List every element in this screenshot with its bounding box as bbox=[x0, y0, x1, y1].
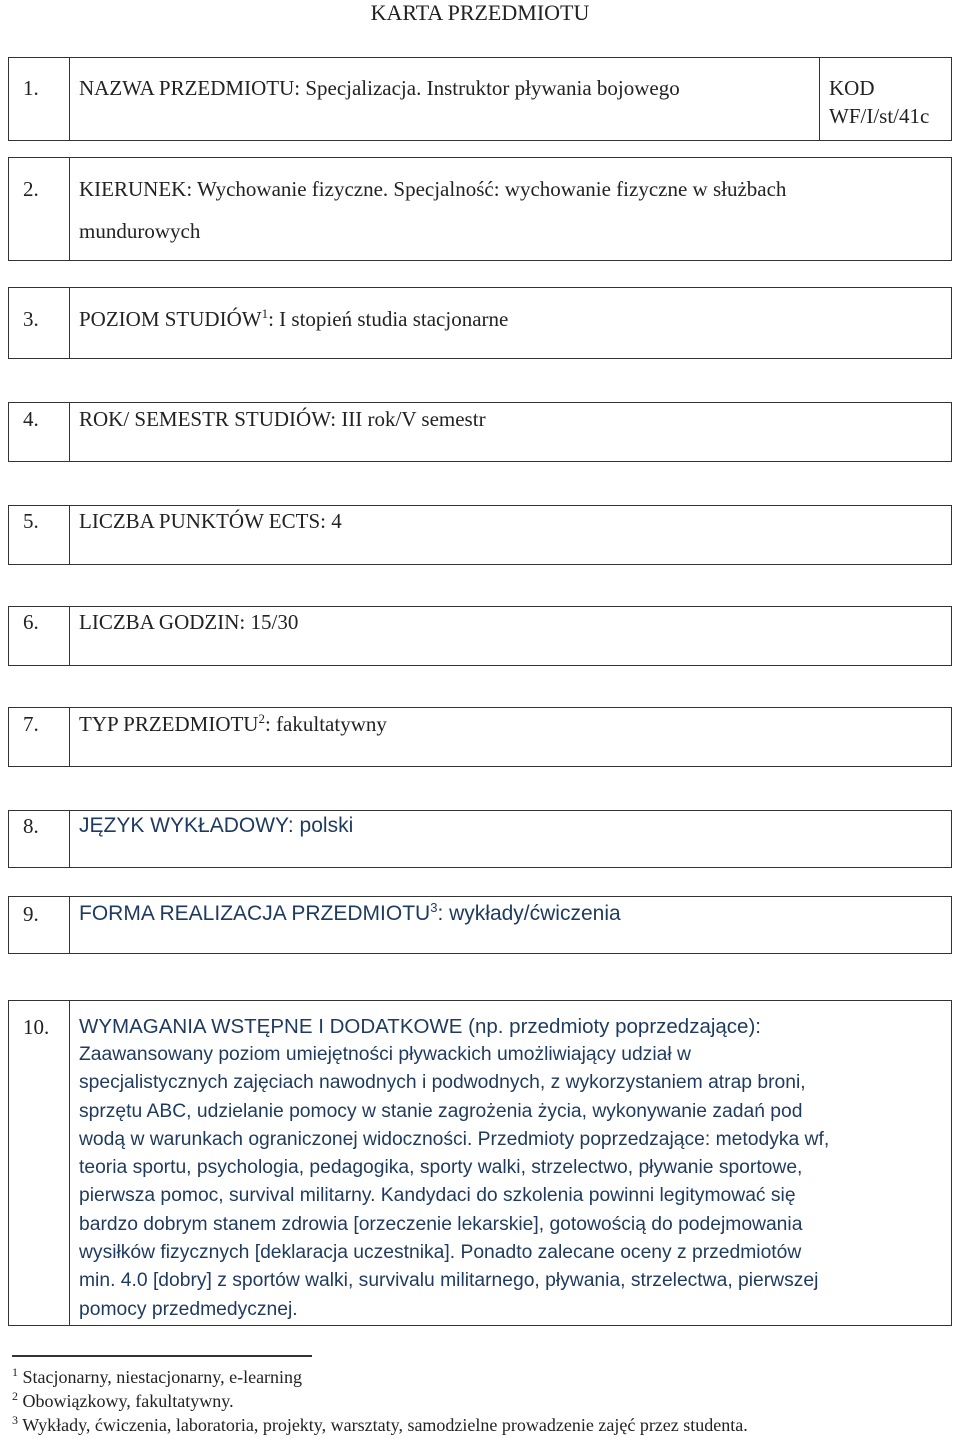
row-number: 8. bbox=[23, 814, 39, 838]
row-year-semester bbox=[8, 402, 952, 462]
code-label: KOD bbox=[829, 76, 875, 100]
code-value: WF/I/st/41c bbox=[829, 104, 930, 128]
page-title: KARTA PRZEDMIOTU bbox=[370, 0, 590, 25]
footnote-2: $^2$ Obowiązkowy, fakultatywny. bbox=[12, 1389, 234, 1411]
footnote-ref: 3 bbox=[430, 900, 438, 915]
row-requirements bbox=[8, 1000, 952, 1326]
study-level-label: POZIOM STUDIÓW bbox=[79, 307, 262, 331]
row-number: 7. bbox=[23, 712, 39, 736]
field-of-study-line1: KIERUNEK: Wychowanie fizyczne. Specjalność: wychowanie fizyczne w służbach bbox=[79, 177, 787, 201]
row-field-of-study bbox=[8, 157, 952, 261]
footnote-ref: 2 bbox=[258, 711, 265, 726]
hours: LICZBA GODZIN: 15/30 bbox=[79, 610, 299, 634]
form-value: : wykłady/ćwiczenia bbox=[437, 902, 621, 925]
subject-type-value: : fakultatywny bbox=[264, 712, 387, 736]
requirements-line: Zaawansowany poziom umiejętności pływackich umożliwiający udział w bbox=[79, 1044, 691, 1065]
row-number: 1. bbox=[23, 76, 39, 100]
row-ects bbox=[8, 505, 952, 565]
year-semester: ROK/ SEMESTR STUDIÓW: III rok/V semestr bbox=[79, 407, 486, 431]
lecture-language: JĘZYK WYKŁADOWY: polski bbox=[79, 814, 354, 837]
requirements-line: teoria sportu, psychologia, pedagogika, sporty walki, strzelectwo, pływanie sportowe, bbox=[79, 1157, 803, 1179]
requirements-line: pierwsza pomoc, survival militarny. Kandydaci do szkolenia powinni legitymować się bbox=[79, 1185, 796, 1207]
row-study-level bbox=[8, 287, 952, 359]
requirements-line: pomocy przedmedycznej. bbox=[79, 1298, 298, 1320]
ects-points: LICZBA PUNKTÓW ECTS: 4 bbox=[79, 509, 342, 533]
row-number: 6. bbox=[23, 610, 39, 634]
row-form bbox=[8, 896, 952, 954]
requirements-text bbox=[79, 1041, 931, 1324]
row-number: 4. bbox=[23, 407, 39, 431]
subject-name: NAZWA PRZEDMIOTU: Specjalizacja. Instruktor pływania bojowego bbox=[79, 76, 680, 100]
row-hours bbox=[8, 606, 952, 666]
subject-type-label: TYP PRZEDMIOTU bbox=[79, 712, 259, 736]
row-number: 9. bbox=[23, 902, 39, 926]
row-subject-name bbox=[8, 57, 952, 141]
row-number: 10. bbox=[23, 1015, 50, 1039]
requirements-line: wysiłków fizycznych [deklaracja uczestnika]. Ponadto zalecane oceny z przedmiotów bbox=[79, 1242, 802, 1264]
requirements-line: specjalistycznych zajęciach nawodnych i podwodnych, z wykorzystaniem atrap broni, bbox=[79, 1072, 806, 1094]
footnote-3: $^3$ Wykłady, ćwiczenia, laboratoria, projekty, warsztaty, samodzielne prowadzenie zajęć przez studenta. bbox=[12, 1413, 748, 1435]
row-number: 5. bbox=[23, 509, 39, 533]
footnote-ref: 1 bbox=[261, 306, 269, 321]
study-level-value: : I stopień studia stacjonarne bbox=[268, 307, 509, 331]
row-number: 2. bbox=[23, 177, 39, 201]
requirements-line: wodą w warunkach ograniczonej widoczności. Przedmioty poprzedzające: metodyka wf, bbox=[79, 1128, 830, 1150]
row-subject-type bbox=[8, 707, 952, 767]
requirements-line: min. 4.0 [dobry] z sportów walki, survivalu militarnego, pływania, strzelectwa, pierwszej bbox=[79, 1270, 819, 1292]
row-number: 3. bbox=[23, 307, 39, 331]
footnote-separator bbox=[12, 1355, 312, 1357]
footnote-1: $^1$ Stacjonarny, niestacjonarny, e-learning bbox=[12, 1365, 303, 1387]
requirements-line: sprzętu ABC, udzielanie pomocy w stanie zagrożenia życia, wykonywanie zadań pod bbox=[79, 1100, 803, 1122]
requirements-heading: WYMAGANIA WSTĘPNE I DODATKOWE (np. przedmioty poprzedzające): bbox=[79, 1015, 761, 1038]
form-label: FORMA REALIZACJA PRZEDMIOTU bbox=[79, 902, 431, 925]
row-language bbox=[8, 810, 952, 868]
requirements-line: bardzo dobrym stanem zdrowia [orzeczenie lekarskie], gotowością do podejmowania bbox=[79, 1213, 803, 1235]
field-of-study-line2: mundurowych bbox=[79, 219, 201, 243]
